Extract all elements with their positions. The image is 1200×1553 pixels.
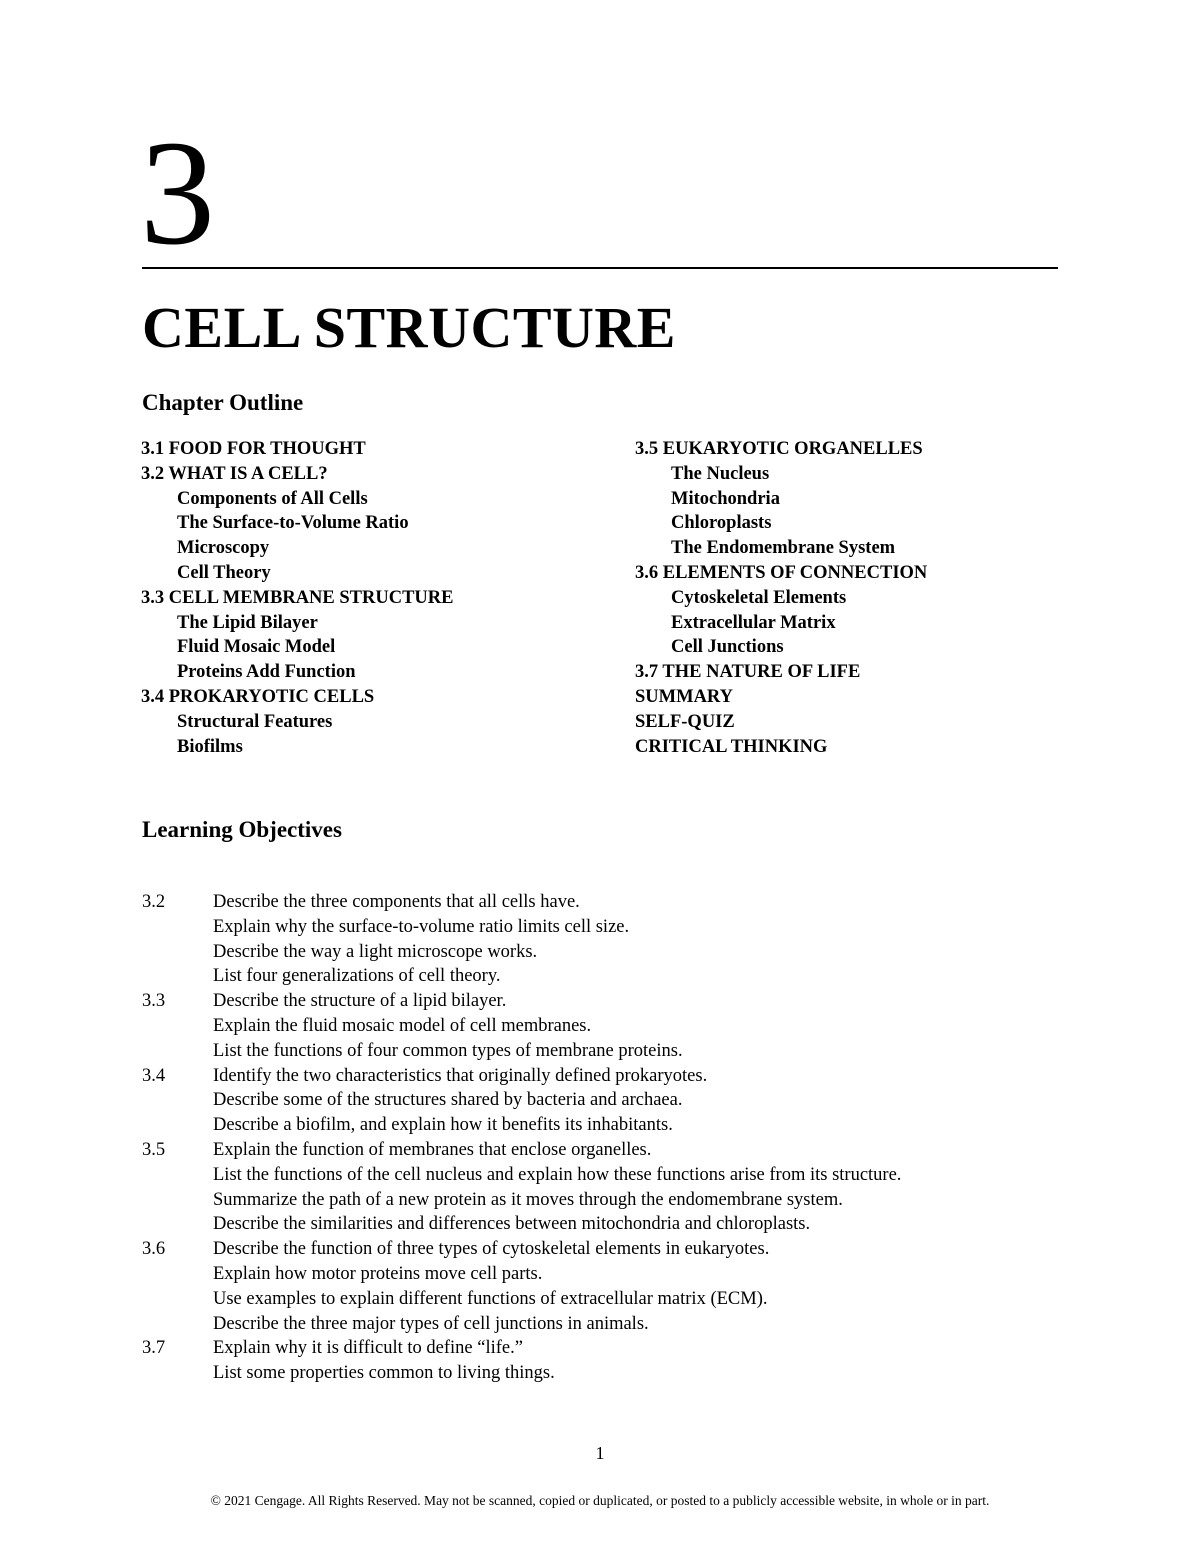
outline-item: 3.2 WHAT IS A CELL?	[141, 463, 328, 484]
outline-item: SUMMARY	[635, 686, 734, 707]
page-number: 1	[595, 1443, 605, 1463]
objective-text: Describe the way a light microscope works.	[213, 941, 538, 962]
objective-text: Describe a biofilm, and explain how it benefits its inhabitants.	[213, 1115, 673, 1136]
outline-subitem: Components of All Cells	[177, 488, 368, 509]
outline-subitem: Extracellular Matrix	[671, 612, 836, 633]
objective-number: 3.4	[142, 1065, 166, 1086]
objective-number: 3.7	[142, 1338, 166, 1359]
objective-text: Describe the function of three types of cytoskeletal elements in eukaryotes.	[213, 1239, 770, 1260]
objective-text: Describe the three components that all cells have.	[213, 892, 580, 912]
objective-number: 3.6	[142, 1239, 166, 1260]
chapter-title: CELL STRUCTURE	[142, 295, 676, 360]
outline-subitem: Cell Junctions	[671, 637, 784, 658]
outline-item: SELF-QUIZ	[635, 711, 735, 732]
objective-number: 3.3	[142, 991, 166, 1012]
outline-subitem: Structural Features	[177, 711, 333, 732]
objective-text: Describe the structure of a lipid bilayer.	[213, 991, 507, 1012]
outline-subitem: Microscopy	[177, 538, 270, 559]
outline-subitem: Cell Theory	[177, 562, 271, 583]
objectives-heading: Learning Objectives	[142, 817, 342, 842]
outline-item: 3.1 FOOD FOR THOUGHT	[141, 439, 366, 459]
objective-text: List the functions of the cell nucleus and explain how these functions arise from its structure.	[213, 1164, 902, 1185]
objective-text: Use examples to explain different functions of extracellular matrix (ECM).	[213, 1288, 768, 1309]
objective-text: Describe the similarities and differences between mitochondria and chloroplasts.	[213, 1214, 811, 1235]
outline-subitem: The Nucleus	[671, 463, 770, 484]
outline-item: 3.4 PROKARYOTIC CELLS	[141, 686, 375, 707]
outline-subitem: Biofilms	[177, 736, 243, 757]
title-rule	[142, 267, 1058, 269]
objective-text: List some properties common to living things.	[213, 1363, 555, 1384]
outline-item: 3.5 EUKARYOTIC ORGANELLES	[635, 439, 923, 459]
objective-text: Explain why the surface-to-volume ratio limits cell size.	[213, 916, 630, 937]
objective-text: Explain the function of membranes that enclose organelles.	[213, 1139, 652, 1160]
outline-item: 3.7 THE NATURE OF LIFE	[635, 662, 861, 683]
outline-heading: Chapter Outline	[142, 390, 304, 415]
copyright-footer: © 2021 Cengage. All Rights Reserved. May not be scanned, copied or duplicated, or posted to a publicly accessible website, in whole or in part.	[210, 1493, 990, 1508]
chapter-number: 3	[140, 110, 215, 276]
outline-subitem: The Surface-to-Volume Ratio	[177, 513, 409, 534]
objective-text: Describe the three major types of cell junctions in animals.	[213, 1313, 649, 1334]
objective-text: Identify the two characteristics that originally defined prokaryotes.	[213, 1065, 708, 1086]
outline-item: 3.6 ELEMENTS OF CONNECTION	[635, 562, 928, 583]
objective-text: Explain why it is difficult to define “life.”	[213, 1338, 523, 1359]
objective-text: List the functions of four common types of membrane proteins.	[213, 1040, 683, 1061]
objective-text: Describe some of the structures shared by bacteria and archaea.	[213, 1090, 683, 1111]
objective-text: Summarize the path of a new protein as it moves through the endomembrane system.	[213, 1189, 843, 1210]
outline-subitem: Mitochondria	[671, 488, 780, 509]
outline-left-column	[141, 437, 454, 759]
outline-right-column	[635, 437, 927, 759]
outline-item: 3.3 CELL MEMBRANE STRUCTURE	[141, 587, 454, 608]
outline-subitem: Proteins Add Function	[177, 662, 356, 683]
outline-subitem: The Lipid Bilayer	[177, 612, 318, 633]
outline-subitem: Cytoskeletal Elements	[671, 587, 847, 608]
outline-subitem: Fluid Mosaic Model	[177, 637, 336, 658]
objective-text: Explain how motor proteins move cell parts.	[213, 1263, 543, 1284]
outline-subitem: Chloroplasts	[671, 513, 772, 534]
objective-text: List four generalizations of cell theory.	[213, 966, 501, 987]
objective-number: 3.5	[142, 1139, 166, 1160]
outline-subitem: The Endomembrane System	[671, 538, 896, 559]
objective-text: Explain the fluid mosaic model of cell membranes.	[213, 1015, 592, 1036]
outline-item: CRITICAL THINKING	[635, 736, 828, 757]
objective-number: 3.2	[142, 892, 166, 912]
